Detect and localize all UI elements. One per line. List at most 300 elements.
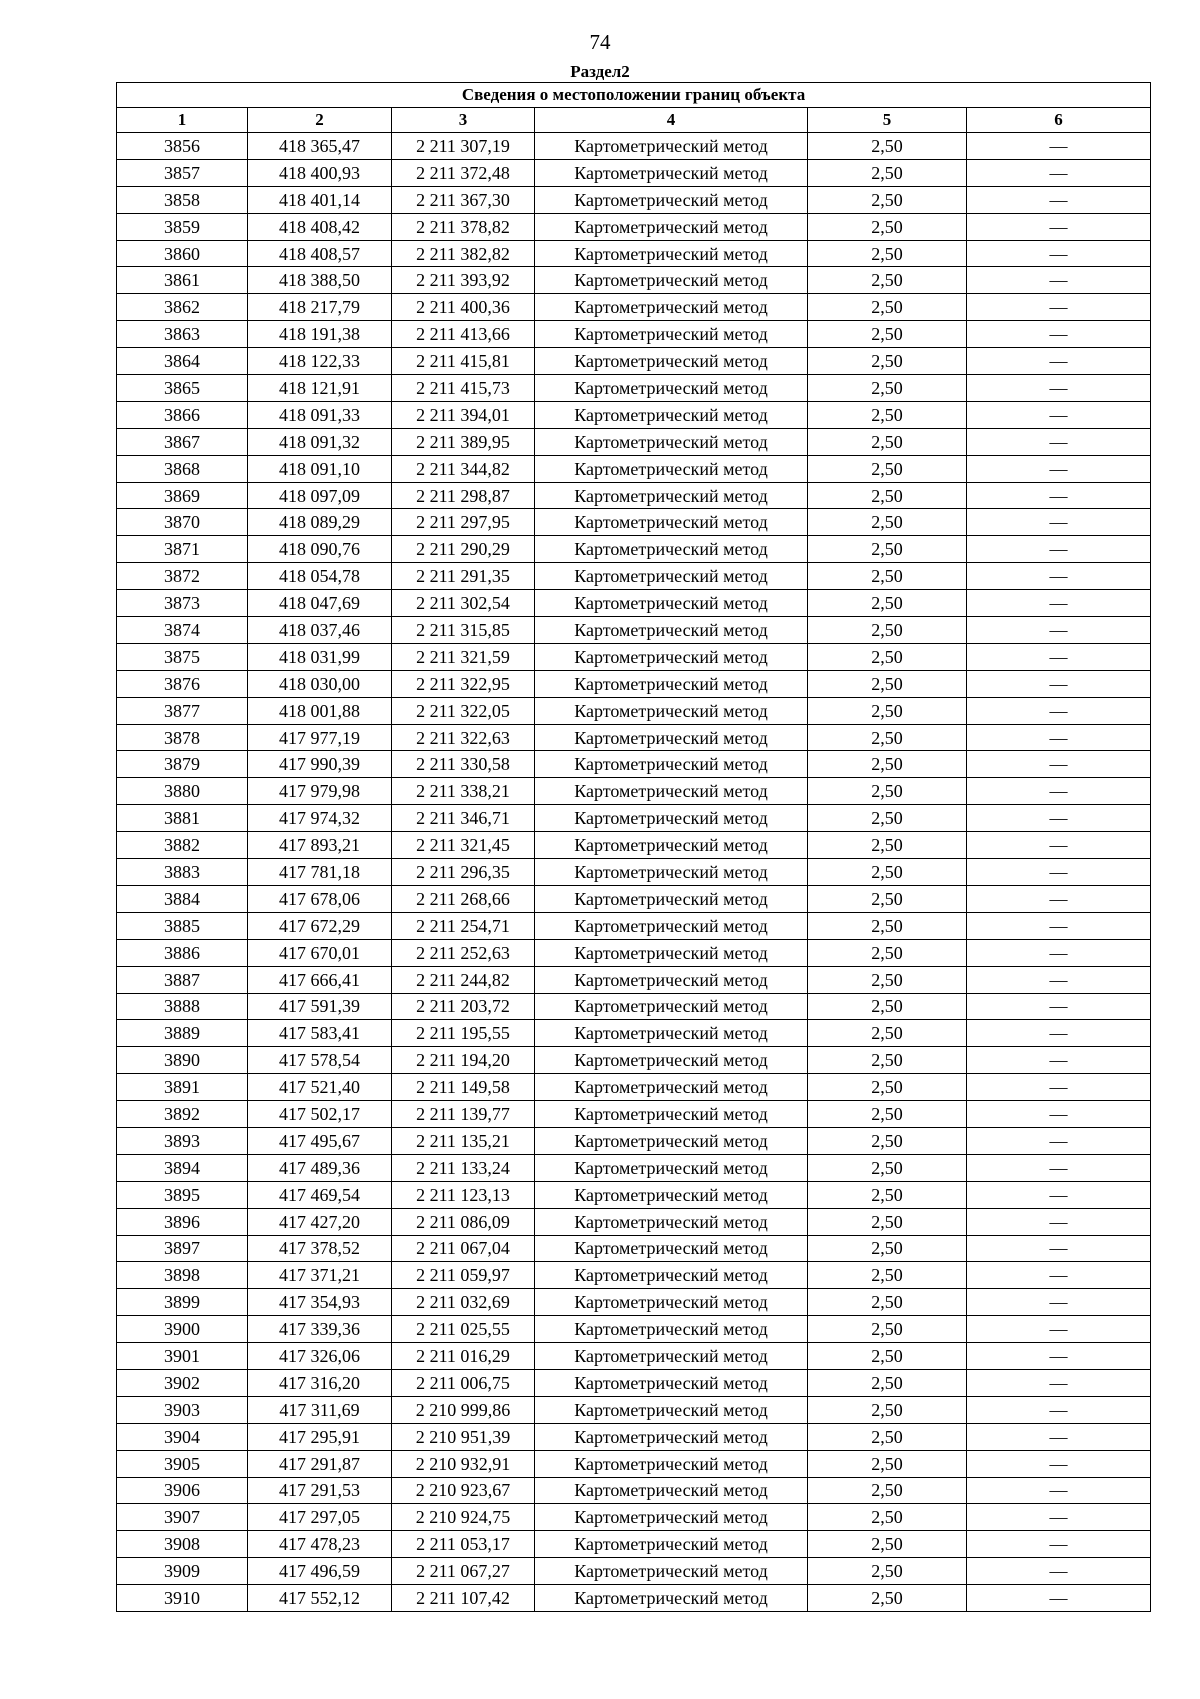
x-coordinate-cell: 418 401,14 [248,186,392,213]
point-number-cell: 3888 [117,993,248,1020]
point-number-cell: 3906 [117,1477,248,1504]
point-number-cell: 3858 [117,186,248,213]
x-coordinate-cell: 417 666,41 [248,966,392,993]
table-row [117,186,1151,213]
y-coordinate-cell: 2 211 378,82 [392,213,535,240]
x-coordinate-cell: 418 097,09 [248,482,392,509]
point-number-cell: 3903 [117,1396,248,1423]
description-cell: — [967,751,1151,778]
method-cell: Картометрический метод [535,1558,808,1585]
method-cell: Картометрический метод [535,1423,808,1450]
accuracy-cell: 2,50 [808,428,967,455]
y-coordinate-cell: 2 210 932,91 [392,1450,535,1477]
column-number-row [117,108,1151,133]
description-cell: — [967,1127,1151,1154]
accuracy-cell: 2,50 [808,294,967,321]
description-cell: — [967,1504,1151,1531]
table-row [117,267,1151,294]
method-cell: Картометрический метод [535,267,808,294]
method-cell: Картометрический метод [535,1316,808,1343]
accuracy-cell: 2,50 [808,1504,967,1531]
description-cell: — [967,1047,1151,1074]
method-cell: Картометрический метод [535,428,808,455]
x-coordinate-cell: 417 990,39 [248,751,392,778]
description-cell: — [967,1020,1151,1047]
accuracy-cell: 2,50 [808,1477,967,1504]
x-coordinate-cell: 418 091,33 [248,401,392,428]
point-number-cell: 3864 [117,348,248,375]
accuracy-cell: 2,50 [808,1369,967,1396]
accuracy-cell: 2,50 [808,321,967,348]
description-cell: — [967,1477,1151,1504]
description-cell: — [967,1262,1151,1289]
y-coordinate-cell: 2 211 291,35 [392,563,535,590]
x-coordinate-cell: 418 030,00 [248,670,392,697]
table-row [117,536,1151,563]
description-cell: — [967,321,1151,348]
table-row [117,1531,1151,1558]
method-cell: Картометрический метод [535,724,808,751]
x-coordinate-cell: 417 469,54 [248,1181,392,1208]
description-cell: — [967,482,1151,509]
y-coordinate-cell: 2 211 302,54 [392,590,535,617]
method-cell: Картометрический метод [535,375,808,402]
description-cell: — [967,267,1151,294]
point-number-cell: 3873 [117,590,248,617]
description-cell: — [967,670,1151,697]
y-coordinate-cell: 2 211 053,17 [392,1531,535,1558]
description-cell: — [967,509,1151,536]
y-coordinate-cell: 2 211 123,13 [392,1181,535,1208]
point-number-cell: 3872 [117,563,248,590]
method-cell: Картометрический метод [535,133,808,160]
y-coordinate-cell: 2 211 322,95 [392,670,535,697]
method-cell: Картометрический метод [535,1020,808,1047]
accuracy-cell: 2,50 [808,267,967,294]
table-row [117,294,1151,321]
description-cell: — [967,186,1151,213]
point-number-cell: 3878 [117,724,248,751]
description-cell: — [967,348,1151,375]
x-coordinate-cell: 418 408,57 [248,240,392,267]
x-coordinate-cell: 417 496,59 [248,1558,392,1585]
point-number-cell: 3883 [117,859,248,886]
description-cell: — [967,1396,1151,1423]
table-row [117,321,1151,348]
table-row [117,617,1151,644]
x-coordinate-cell: 417 478,23 [248,1531,392,1558]
y-coordinate-cell: 2 211 338,21 [392,778,535,805]
description-cell: — [967,805,1151,832]
method-cell: Картометрический метод [535,1531,808,1558]
x-coordinate-cell: 417 977,19 [248,724,392,751]
point-number-cell: 3885 [117,912,248,939]
method-cell: Картометрический метод [535,159,808,186]
point-number-cell: 3905 [117,1450,248,1477]
accuracy-cell: 2,50 [808,1208,967,1235]
point-number-cell: 3899 [117,1289,248,1316]
accuracy-cell: 2,50 [808,1396,967,1423]
point-number-cell: 3886 [117,939,248,966]
description-cell: — [967,375,1151,402]
y-coordinate-cell: 2 211 195,55 [392,1020,535,1047]
y-coordinate-cell: 2 211 290,29 [392,536,535,563]
x-coordinate-cell: 417 578,54 [248,1047,392,1074]
description-cell: — [967,885,1151,912]
method-cell: Картометрический метод [535,778,808,805]
accuracy-cell: 2,50 [808,1585,967,1612]
point-number-cell: 3874 [117,617,248,644]
accuracy-cell: 2,50 [808,724,967,751]
y-coordinate-cell: 2 211 315,85 [392,617,535,644]
table-title: Сведения о местоположении границ объекта [117,83,1151,108]
accuracy-cell: 2,50 [808,133,967,160]
table-row [117,455,1151,482]
point-number-cell: 3904 [117,1423,248,1450]
point-number-cell: 3863 [117,321,248,348]
y-coordinate-cell: 2 211 393,92 [392,267,535,294]
accuracy-cell: 2,50 [808,1531,967,1558]
method-cell: Картометрический метод [535,321,808,348]
x-coordinate-cell: 417 354,93 [248,1289,392,1316]
method-cell: Картометрический метод [535,1101,808,1128]
accuracy-cell: 2,50 [808,912,967,939]
table-row [117,1127,1151,1154]
accuracy-cell: 2,50 [808,1101,967,1128]
x-coordinate-cell: 417 893,21 [248,832,392,859]
x-coordinate-cell: 417 371,21 [248,1262,392,1289]
point-number-cell: 3859 [117,213,248,240]
point-number-cell: 3871 [117,536,248,563]
table-row [117,939,1151,966]
y-coordinate-cell: 2 211 025,55 [392,1316,535,1343]
description-cell: — [967,1423,1151,1450]
column-number-header: 3 [392,108,535,133]
table-row [117,832,1151,859]
point-number-cell: 3892 [117,1101,248,1128]
y-coordinate-cell: 2 211 400,36 [392,294,535,321]
table-row [117,912,1151,939]
point-number-cell: 3889 [117,1020,248,1047]
description-cell: — [967,832,1151,859]
y-coordinate-cell: 2 211 330,58 [392,751,535,778]
accuracy-cell: 2,50 [808,1020,967,1047]
x-coordinate-cell: 417 502,17 [248,1101,392,1128]
y-coordinate-cell: 2 211 139,77 [392,1101,535,1128]
point-number-cell: 3908 [117,1531,248,1558]
table-row [117,1208,1151,1235]
method-cell: Картометрический метод [535,966,808,993]
table-row [117,1343,1151,1370]
point-number-cell: 3875 [117,643,248,670]
accuracy-cell: 2,50 [808,1343,967,1370]
method-cell: Картометрический метод [535,697,808,724]
x-coordinate-cell: 417 291,53 [248,1477,392,1504]
y-coordinate-cell: 2 211 107,42 [392,1585,535,1612]
point-number-cell: 3910 [117,1585,248,1612]
y-coordinate-cell: 2 211 322,05 [392,697,535,724]
table-row [117,885,1151,912]
accuracy-cell: 2,50 [808,1181,967,1208]
description-cell: — [967,778,1151,805]
accuracy-cell: 2,50 [808,563,967,590]
x-coordinate-cell: 418 121,91 [248,375,392,402]
table-row [117,1020,1151,1047]
point-number-cell: 3893 [117,1127,248,1154]
description-cell: — [967,1101,1151,1128]
point-number-cell: 3860 [117,240,248,267]
y-coordinate-cell: 2 211 322,63 [392,724,535,751]
point-number-cell: 3877 [117,697,248,724]
x-coordinate-cell: 417 979,98 [248,778,392,805]
table-row [117,993,1151,1020]
method-cell: Картометрический метод [535,294,808,321]
y-coordinate-cell: 2 211 389,95 [392,428,535,455]
table-row [117,1262,1151,1289]
point-number-cell: 3882 [117,832,248,859]
method-cell: Картометрический метод [535,1154,808,1181]
table-row [117,401,1151,428]
point-number-cell: 3898 [117,1262,248,1289]
y-coordinate-cell: 2 211 194,20 [392,1047,535,1074]
y-coordinate-cell: 2 211 415,73 [392,375,535,402]
method-cell: Картометрический метод [535,401,808,428]
description-cell: — [967,536,1151,563]
table-row [117,1316,1151,1343]
method-cell: Картометрический метод [535,993,808,1020]
accuracy-cell: 2,50 [808,885,967,912]
table-row [117,1423,1151,1450]
column-number-header: 4 [535,108,808,133]
point-number-cell: 3897 [117,1235,248,1262]
x-coordinate-cell: 417 678,06 [248,885,392,912]
point-number-cell: 3865 [117,375,248,402]
y-coordinate-cell: 2 211 203,72 [392,993,535,1020]
method-cell: Картометрический метод [535,590,808,617]
description-cell: — [967,1531,1151,1558]
x-coordinate-cell: 418 054,78 [248,563,392,590]
x-coordinate-cell: 418 388,50 [248,267,392,294]
x-coordinate-cell: 417 521,40 [248,1074,392,1101]
method-cell: Картометрический метод [535,509,808,536]
y-coordinate-cell: 2 211 307,19 [392,133,535,160]
y-coordinate-cell: 2 211 149,58 [392,1074,535,1101]
accuracy-cell: 2,50 [808,455,967,482]
table-row [117,1369,1151,1396]
y-coordinate-cell: 2 211 244,82 [392,966,535,993]
method-cell: Картометрический метод [535,1208,808,1235]
table-row [117,348,1151,375]
y-coordinate-cell: 2 211 321,45 [392,832,535,859]
point-number-cell: 3900 [117,1316,248,1343]
x-coordinate-cell: 417 670,01 [248,939,392,966]
point-number-cell: 3902 [117,1369,248,1396]
y-coordinate-cell: 2 210 999,86 [392,1396,535,1423]
x-coordinate-cell: 417 378,52 [248,1235,392,1262]
description-cell: — [967,213,1151,240]
y-coordinate-cell: 2 210 923,67 [392,1477,535,1504]
x-coordinate-cell: 418 365,47 [248,133,392,160]
table-title-row [117,83,1151,108]
x-coordinate-cell: 417 591,39 [248,993,392,1020]
point-number-cell: 3880 [117,778,248,805]
method-cell: Картометрический метод [535,240,808,267]
accuracy-cell: 2,50 [808,751,967,778]
y-coordinate-cell: 2 211 415,81 [392,348,535,375]
method-cell: Картометрический метод [535,482,808,509]
section-label: Раздел2 [570,62,630,81]
table-row [117,805,1151,832]
y-coordinate-cell: 2 211 394,01 [392,401,535,428]
method-cell: Картометрический метод [535,1369,808,1396]
method-cell: Картометрический метод [535,912,808,939]
accuracy-cell: 2,50 [808,1127,967,1154]
point-number-cell: 3868 [117,455,248,482]
description-cell: — [967,590,1151,617]
x-coordinate-cell: 418 400,93 [248,159,392,186]
description-cell: — [967,643,1151,670]
method-cell: Картометрический метод [535,939,808,966]
accuracy-cell: 2,50 [808,1235,967,1262]
point-number-cell: 3869 [117,482,248,509]
description-cell: — [967,1585,1151,1612]
description-cell: — [967,1208,1151,1235]
table-row [117,482,1151,509]
x-coordinate-cell: 417 311,69 [248,1396,392,1423]
description-cell: — [967,1235,1151,1262]
x-coordinate-cell: 418 217,79 [248,294,392,321]
table-body [117,133,1151,1612]
accuracy-cell: 2,50 [808,1316,967,1343]
y-coordinate-cell: 2 211 297,95 [392,509,535,536]
method-cell: Картометрический метод [535,455,808,482]
point-number-cell: 3876 [117,670,248,697]
method-cell: Картометрический метод [535,617,808,644]
description-cell: — [967,455,1151,482]
y-coordinate-cell: 2 211 086,09 [392,1208,535,1235]
point-number-cell: 3884 [117,885,248,912]
accuracy-cell: 2,50 [808,832,967,859]
table-row [117,590,1151,617]
coordinates-table [116,82,1151,1612]
table-row [117,966,1151,993]
point-number-cell: 3879 [117,751,248,778]
accuracy-cell: 2,50 [808,993,967,1020]
y-coordinate-cell: 2 211 135,21 [392,1127,535,1154]
method-cell: Картометрический метод [535,1477,808,1504]
accuracy-cell: 2,50 [808,590,967,617]
y-coordinate-cell: 2 211 321,59 [392,643,535,670]
y-coordinate-cell: 2 211 067,27 [392,1558,535,1585]
point-number-cell: 3887 [117,966,248,993]
y-coordinate-cell: 2 211 133,24 [392,1154,535,1181]
point-number-cell: 3891 [117,1074,248,1101]
accuracy-cell: 2,50 [808,1154,967,1181]
method-cell: Картометрический метод [535,348,808,375]
column-number-header: 5 [808,108,967,133]
description-cell: — [967,859,1151,886]
accuracy-cell: 2,50 [808,1047,967,1074]
method-cell: Картометрический метод [535,832,808,859]
accuracy-cell: 2,50 [808,1262,967,1289]
description-cell: — [967,966,1151,993]
table-row [117,778,1151,805]
point-number-cell: 3907 [117,1504,248,1531]
y-coordinate-cell: 2 211 413,66 [392,321,535,348]
method-cell: Картометрический метод [535,563,808,590]
x-coordinate-cell: 417 326,06 [248,1343,392,1370]
method-cell: Картометрический метод [535,1047,808,1074]
x-coordinate-cell: 417 295,91 [248,1423,392,1450]
y-coordinate-cell: 2 211 367,30 [392,186,535,213]
x-coordinate-cell: 417 297,05 [248,1504,392,1531]
x-coordinate-cell: 417 316,20 [248,1369,392,1396]
description-cell: — [967,401,1151,428]
table-row [117,563,1151,590]
accuracy-cell: 2,50 [808,859,967,886]
method-cell: Картометрический метод [535,1262,808,1289]
description-cell: — [967,939,1151,966]
description-cell: — [967,294,1151,321]
x-coordinate-cell: 417 552,12 [248,1585,392,1612]
y-coordinate-cell: 2 211 006,75 [392,1369,535,1396]
y-coordinate-cell: 2 210 924,75 [392,1504,535,1531]
x-coordinate-cell: 418 089,29 [248,509,392,536]
point-number-cell: 3894 [117,1154,248,1181]
table-row [117,1235,1151,1262]
method-cell: Картометрический метод [535,1181,808,1208]
accuracy-cell: 2,50 [808,617,967,644]
table-row [117,643,1151,670]
y-coordinate-cell: 2 211 252,63 [392,939,535,966]
accuracy-cell: 2,50 [808,670,967,697]
y-coordinate-cell: 2 211 059,97 [392,1262,535,1289]
table-row [117,1477,1151,1504]
accuracy-cell: 2,50 [808,536,967,563]
table-row [117,1181,1151,1208]
column-number-header: 1 [117,108,248,133]
accuracy-cell: 2,50 [808,697,967,724]
y-coordinate-cell: 2 211 016,29 [392,1343,535,1370]
y-coordinate-cell: 2 211 254,71 [392,912,535,939]
y-coordinate-cell: 2 211 296,35 [392,859,535,886]
y-coordinate-cell: 2 211 298,87 [392,482,535,509]
point-number-cell: 3909 [117,1558,248,1585]
accuracy-cell: 2,50 [808,186,967,213]
column-number-header: 2 [248,108,392,133]
x-coordinate-cell: 418 191,38 [248,321,392,348]
accuracy-cell: 2,50 [808,375,967,402]
accuracy-cell: 2,50 [808,482,967,509]
accuracy-cell: 2,50 [808,1450,967,1477]
table-row [117,1101,1151,1128]
method-cell: Картометрический метод [535,805,808,832]
point-number-cell: 3867 [117,428,248,455]
point-number-cell: 3870 [117,509,248,536]
table-row [117,509,1151,536]
table-row [117,1396,1151,1423]
x-coordinate-cell: 418 031,99 [248,643,392,670]
table-row [117,1074,1151,1101]
description-cell: — [967,159,1151,186]
point-number-cell: 3881 [117,805,248,832]
table-row [117,240,1151,267]
accuracy-cell: 2,50 [808,213,967,240]
method-cell: Картометрический метод [535,885,808,912]
description-cell: — [967,133,1151,160]
x-coordinate-cell: 418 047,69 [248,590,392,617]
x-coordinate-cell: 418 001,88 [248,697,392,724]
